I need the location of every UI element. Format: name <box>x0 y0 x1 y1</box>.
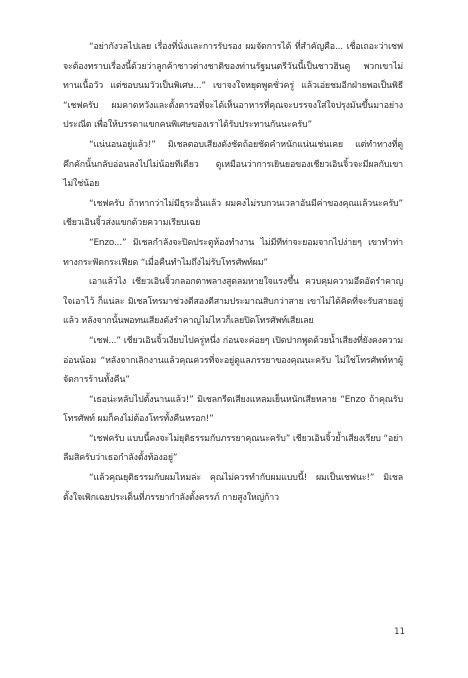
paragraph: เอาแล้วไง เชียวเอินจิ้วกลอกตาพลางสูดลมหายใจแรงขึ้น ควบคุมความอึดอัดรำคาญใจเอาไว้ ก็แน่ละ มิเชลโทรมาช่วงตีสองตีสามประมาณสิบกว่าสาย เขาไม่ได้คิดที่จะรับสายอยู่แล้ว หลังจากนั้นพอทนเสียงดังรำคาญไม่ไหวก็เลยปิดโทรศัพท์เสียเลย <box>63 277 403 327</box>
paragraph: “Enzo...” มิเชลกำลังจะปิดประตูห้องทำงาน ไม่มีทีท่าจะยอมจากไปง่ายๆ เขาทำท่าทางกระฟัดกระเฟียด “เมื่อคืนทำไมถึงไม่รับโทรศัพท์ผม” <box>63 237 403 268</box>
page-body <box>63 38 403 508</box>
paragraph: “เชฟครับ แบบนี้คงจะไม่ยุติธรรมกับภรรยาคุณนะครับ” เชียวเอินจิ้วย้ำเสียงเรียบ “อย่าลืมสิครับว่าเธอกำลังตั้งท้องอยู่” <box>63 433 403 464</box>
paragraph: “แล้วคุณยุติธรรมกับผมไหมล่ะ คุณไม่ควรทำกับผมแบบนี้! ผมเป็นเชฟนะ!” มิเชลตั้งใจเพิกเฉยประเด็นที่ภรรยากำลังตั้งครรภ์ กายสูงใหญ่ก้าว <box>63 473 403 503</box>
page-number: 11 <box>394 627 405 637</box>
paragraph: “อย่ากังวลไปเลย เรื่องที่นั่งและการรับรอง ผมจัดการได้ ที่สำคัญคือ... เชื่อเถอะว่าเชฟจะต้องทราบเรื่องนี้ด้วยว่าลูกค้าชาวต่างชาติของท่านรัฐมนตรีวันนี้เป็นชาวฮินดู พวกเขาไม่ทานเนื้อวัว แต่ชอบนมวัวเป็นพิเศษ...” เขาจงใจหยุดพูดชั่วครู่ แล้วเอ่ยชมอีกฝ่ายพอเป็นพิธี “เชฟครับ ผมคาดหวังและตั้งตารอที่จะได้เห็นอาหารที่คุณจะบรรจงใส่ใจปรุงมันขึ้นมาอย่างประณีต เพื่อให้บรรดาแขกคนพิเศษของเราได้รับประทานกันนะครับ” <box>63 42 403 131</box>
paragraph: “เชฟครับ ถ้าหากว่าไม่มีธุระอื่นแล้ว ผมคงไม่รบกวนเวลาอันมีค่าของคุณแล้วนะครับ” เชียวเอินจิ้วส่งแขกด้วยความเรียบเฉย <box>63 198 403 229</box>
paragraph: “เชฟ...” เชียวเอินจิ้วเงียบไปครู่หนึ่ง ก่อนจะค่อยๆ เปิดปากพูดด้วยน้ำเสียงที่ยังคงความอ่อนน้อม “หลังจากเลิกงานแล้วคุณควรที่จะอยู่ดูแลภรรยาของคุณนะครับ ไม่ใช่โทรศัพท์หาผู้จัดการร้านทั้งคืน” <box>63 335 403 386</box>
paragraph: “แน่นอนอยู่แล้ว!” มิเชลตอบเสียงดังชัดถ้อยชัดคำหนักแน่นเช่นเคย แต่ทำทางที่ดูคึกคักนั้นกลับอ่อนลงไปไม่น้อยทีเดียว ดูเหมือนว่าการเยินยอของเชียวเอินจิ้วจะมีผลกับเขาไม่ใช่น้อย <box>63 139 403 190</box>
paragraph: “เธอน่ะหลับไปตั้งนานแล้ว!” มิเชลกรีดเสียงแหลมเย็นหนักเสียหลาย “Enzo ถ้าคุณรับโทรศัพท์ ผมก็คงไม่ต้องโทรทั้งคืนหรอก!” <box>63 394 403 425</box>
